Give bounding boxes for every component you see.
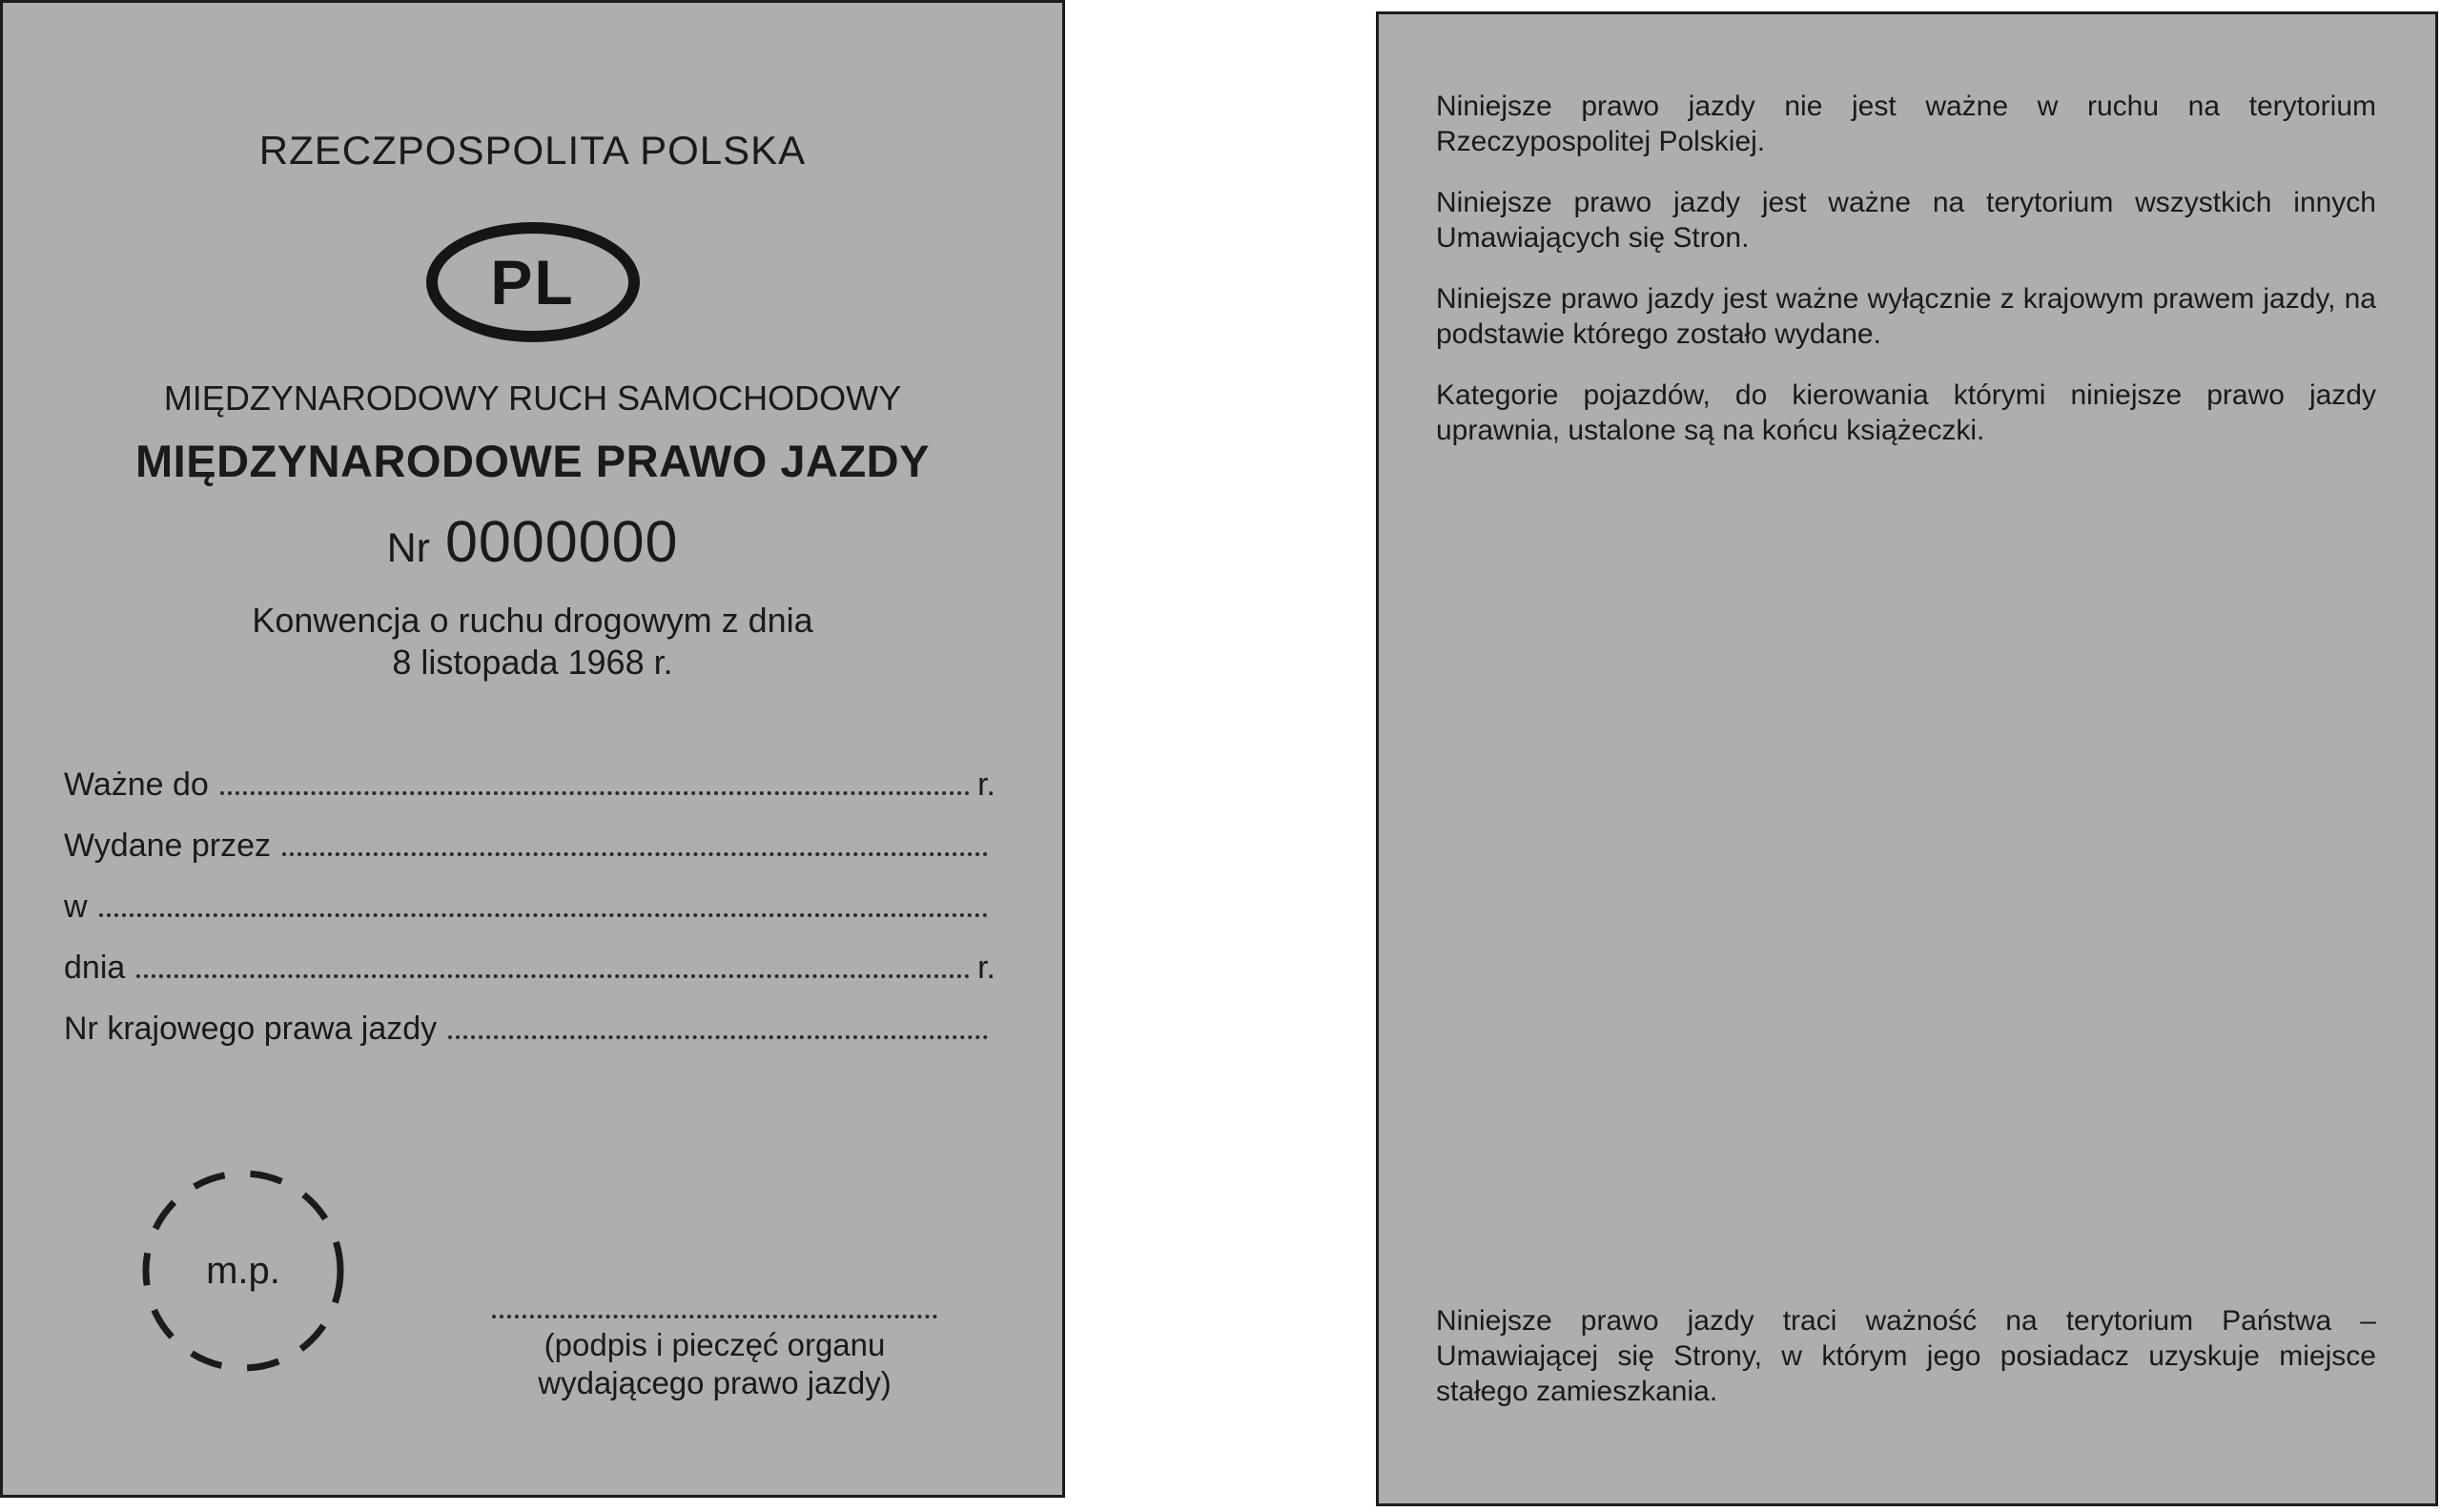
note-paragraph-4: Kategorie pojazdów, do kierowania którymi niniejsze prawo jazdy uprawnia, ustalone są na końcu książeczki.: [1436, 379, 2376, 446]
signature-dotted-line: [492, 1296, 937, 1318]
dotted-fill-line: [282, 852, 988, 856]
stamp-label: m.p.: [206, 1249, 280, 1292]
field-label: dnia: [64, 950, 126, 986]
note-paragraph-3: Niniejsze prawo jazdy jest ważne wyłącznie z krajowym prawem jazdy, na podstawie którego zostało wydane.: [1436, 283, 2376, 350]
field-issue-date: [64, 949, 995, 987]
dotted-fill-line: [136, 974, 970, 978]
convention-line-2: 8 listopada 1968 r.: [392, 643, 673, 682]
field-suffix: r.: [977, 950, 995, 986]
permit-cover-page: [0, 0, 1065, 1498]
signature-caption-line-1: (podpis i pieczęć organu: [544, 1327, 886, 1362]
notes-paragraphs: [1379, 14, 2435, 448]
convention-reference: [252, 600, 812, 684]
convention-line-1: Konwencja o ruchu drogowym z dnia: [252, 601, 813, 640]
signature-block: [492, 1296, 937, 1402]
dotted-fill-line: [99, 913, 988, 917]
cover-form-fields: [64, 766, 995, 1071]
field-issued-by: [64, 827, 995, 865]
note-paragraph-bottom: Niniejsze prawo jazdy traci ważność na terytorium Państwa – Umawiającej się Strony, w którym jego posiadacz uzyskuje miejsce stałego zamieszkania.: [1436, 1305, 2376, 1407]
signature-caption-line-2: wydającego prawo jazdy): [538, 1365, 892, 1400]
field-issued-in: [64, 888, 995, 926]
note-paragraph-2: Niniejsze prawo jazdy jest ważne na terytorium wszystkich innych Umawiających się Stron.: [1436, 187, 2376, 254]
document-title: MIĘDZYNARODOWE PRAWO JAZDY: [135, 436, 930, 486]
note-paragraph-1: Niniejsze prawo jazdy nie jest ważne w ruchu na terytorium Rzeczypospolitej Polskiej.: [1436, 91, 2376, 157]
field-label: Nr krajowego prawa jazdy: [64, 1011, 438, 1047]
field-valid-until: [64, 766, 995, 804]
country-title: RZECZPOSPOLITA POLSKA: [258, 128, 807, 173]
country-code-oval-icon: [426, 222, 640, 342]
permit-number-line: [387, 508, 679, 575]
signature-caption: [492, 1326, 937, 1402]
document-subtitle: MIĘDZYNARODOWY RUCH SAMOCHODOWY: [163, 378, 902, 418]
permit-number-label: Nr: [386, 525, 430, 571]
permit-notes-page: [1376, 11, 2438, 1506]
dotted-fill-line: [448, 1035, 988, 1039]
cover-header: [3, 3, 1062, 684]
field-label: w: [64, 889, 88, 925]
field-label: Ważne do: [64, 766, 209, 803]
dotted-fill-line: [220, 791, 970, 795]
field-label: Wydane przez: [64, 828, 272, 864]
field-suffix: r.: [977, 766, 995, 803]
country-code: PL: [490, 247, 575, 317]
official-stamp-placeholder: [140, 1168, 346, 1374]
field-national-licence-number: [64, 1010, 995, 1048]
permit-number-value: 0000000: [444, 509, 679, 574]
